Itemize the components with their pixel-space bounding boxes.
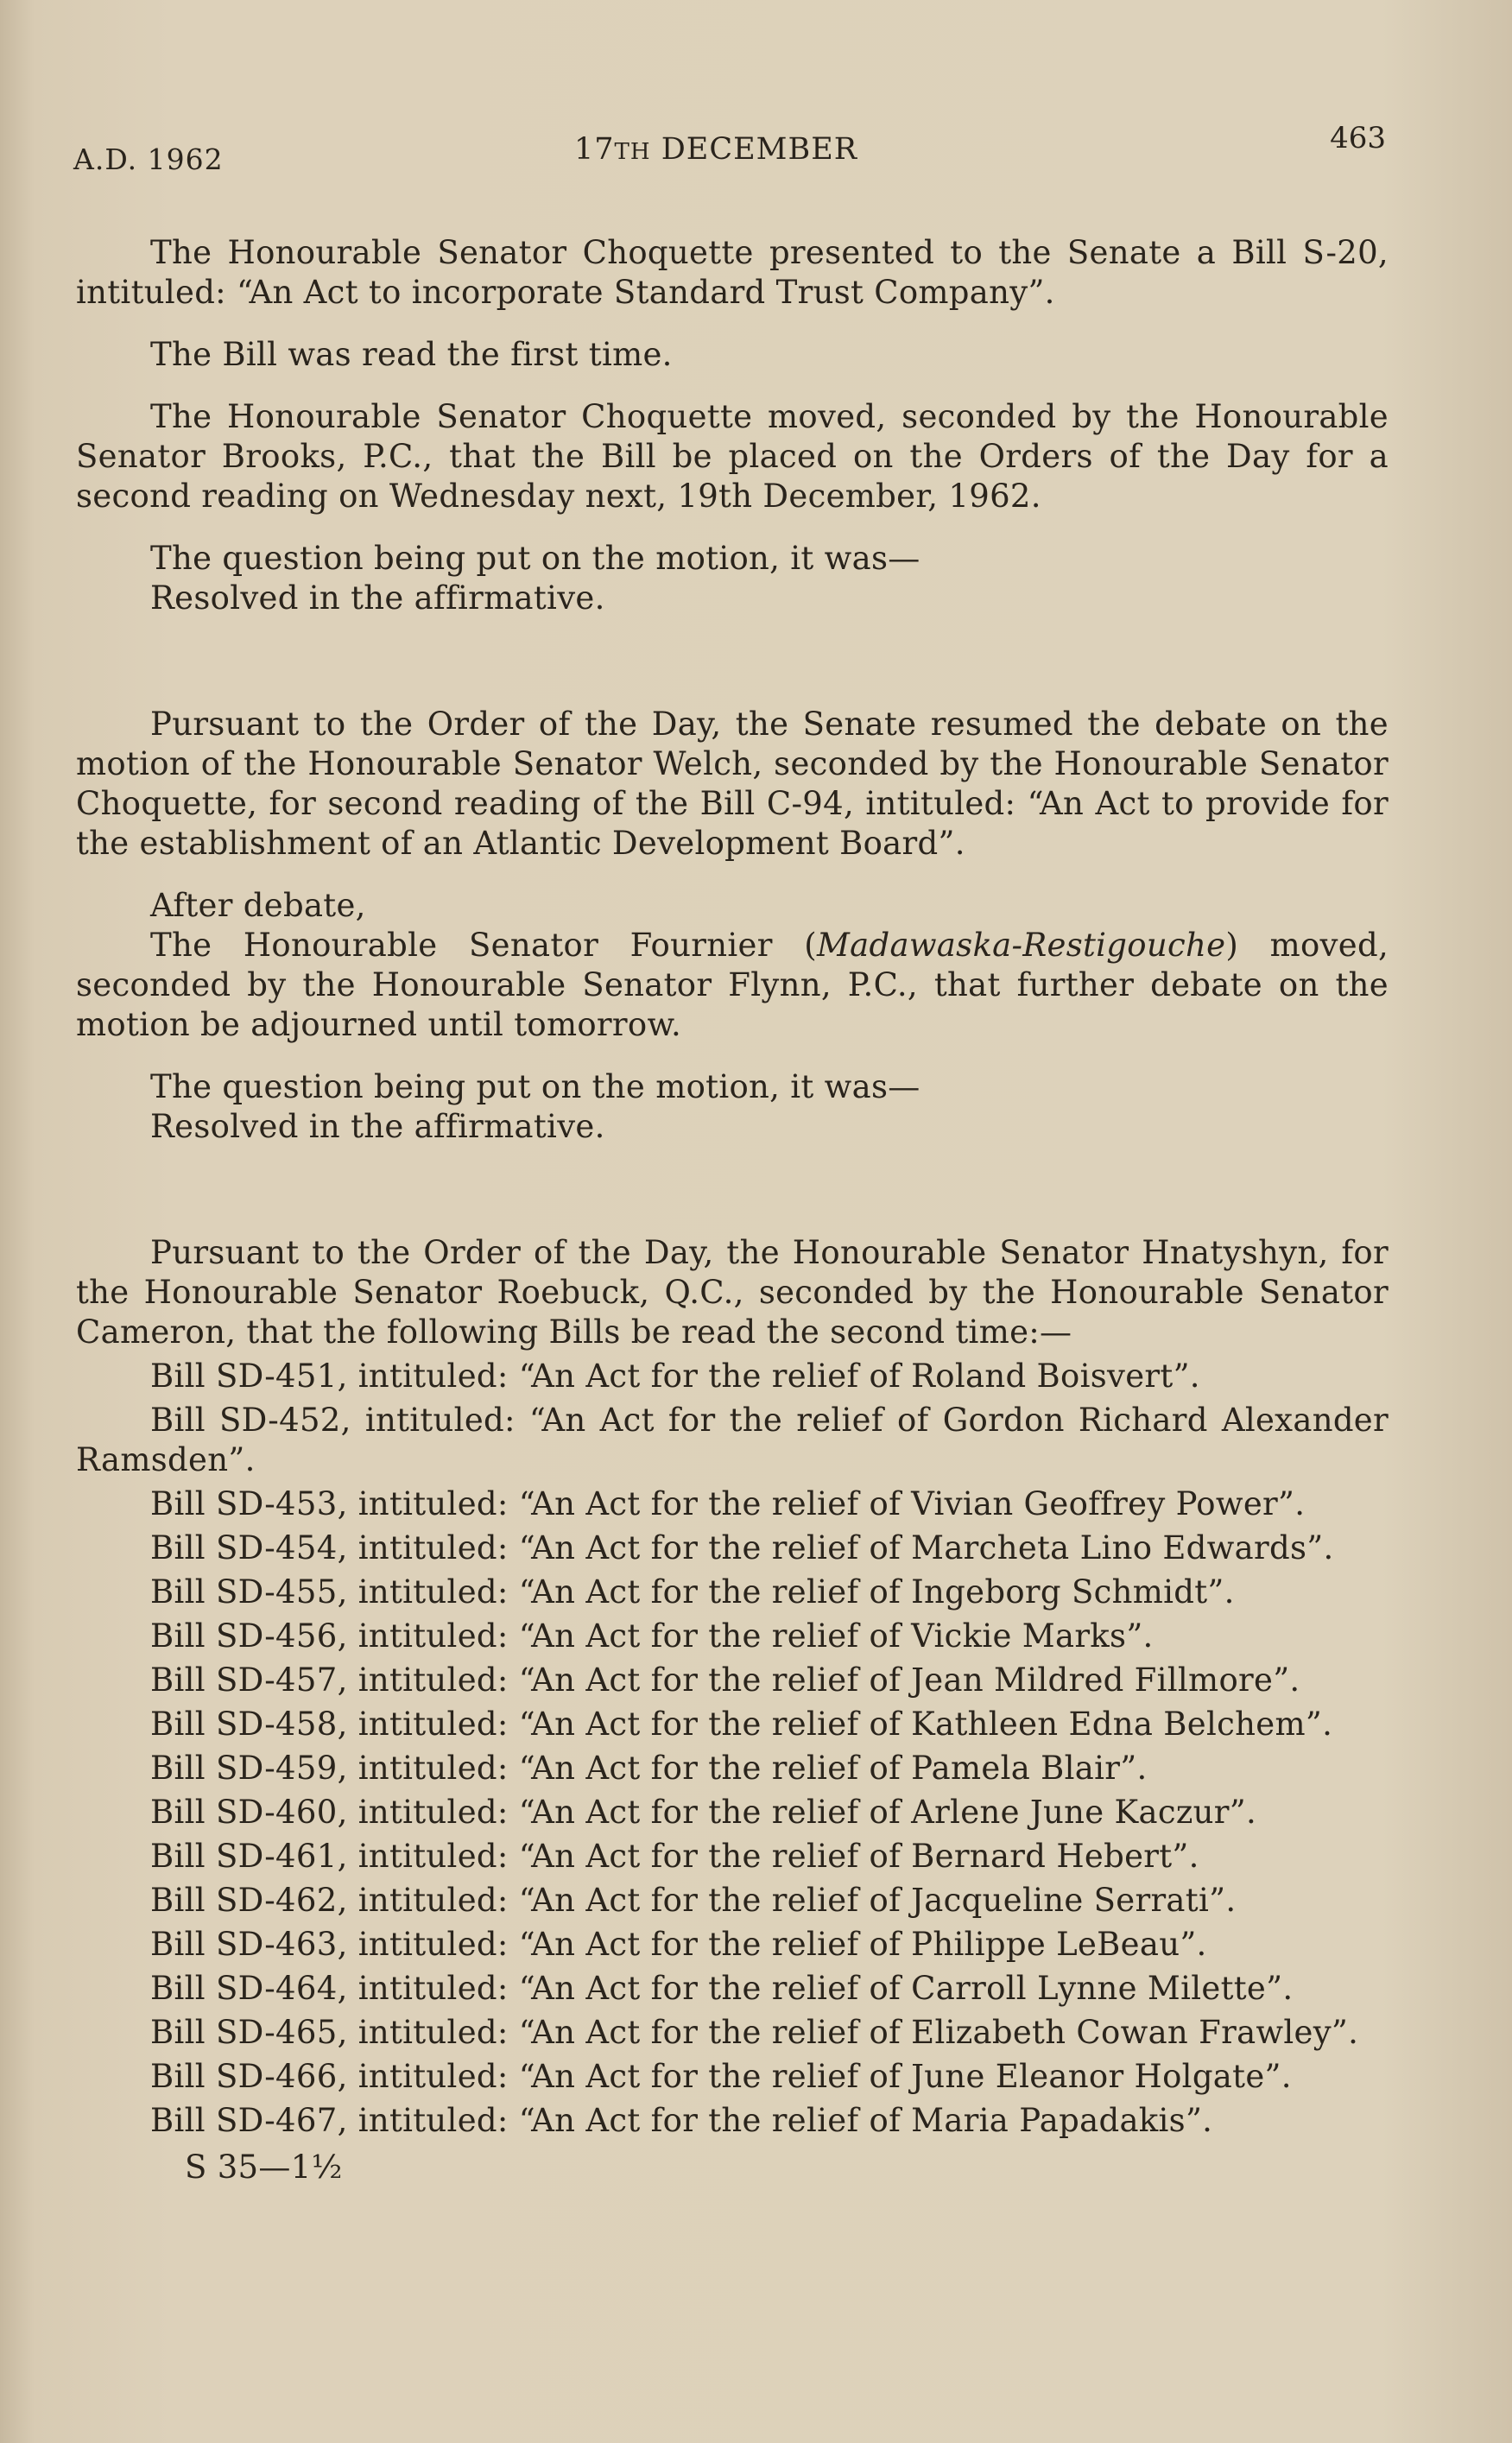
- page-body: [76, 233, 1389, 2187]
- paragraph-motion-second-reading: The Honourable Senator Choquette moved, seconded by the Honourable Senator Brooks, P.C., that the Bill be placed on the Orders of the Day for a second reading on Wednesday next, 19th December, 1962.: [76, 398, 1389, 515]
- paragraph-question-put-2: The question being put on the motion, it was—: [150, 1068, 920, 1105]
- bill-item: Bill SD-465, intituled: “An Act for the relief of Elizabeth Cowan Frawley”.: [150, 2014, 1359, 2051]
- paragraph-resolved-2: Resolved in the affirmative.: [150, 1108, 605, 1145]
- bill-item: Bill SD-452, intituled: “An Act for the relief of Gordon Richard Alexander Ramsden”.: [76, 1402, 1389, 1478]
- adjourn-motion-text-start: The Honourable Senator Fournier (: [150, 927, 817, 964]
- page-header: [73, 121, 1386, 177]
- paragraph-question-put: The question being put on the motion, it was—: [150, 540, 920, 577]
- page-number: 463: [1330, 121, 1386, 155]
- paragraph-bills-second-reading: Pursuant to the Order of the Day, the Honourable Senator Hnatyshyn, for the Honourable Senator Roebuck, Q.C., seconded by the Honourable Senator Cameron, that the following Bills be read the second time:—: [76, 1234, 1389, 1351]
- header-date-month: DECEMBER: [661, 132, 858, 167]
- paragraph-adjourn-motion: [76, 926, 1389, 1045]
- paragraph-resolved: Resolved in the affirmative.: [150, 579, 605, 617]
- riding-name: Madawaska-Restigouche: [816, 927, 1226, 964]
- bill-item: Bill SD-466, intituled: “An Act for the relief of June Eleanor Holgate”.: [150, 2058, 1292, 2095]
- paragraph-debate-resumed: Pursuant to the Order of the Day, the Senate resumed the debate on the motion of the Honourable Senator Welch, seconded by the Honourable Senator Choquette, for second reading of the Bill C-94, intituled: “An Act to provide for the establishment of an Atlantic Development Board”.: [76, 706, 1389, 862]
- bill-item: Bill SD-462, intituled: “An Act for the relief of Jacqueline Serrati”.: [150, 1882, 1237, 1919]
- bill-item: Bill SD-456, intituled: “An Act for the relief of Vickie Marks”.: [150, 1617, 1154, 1655]
- bill-item: Bill SD-458, intituled: “An Act for the relief of Kathleen Edna Belchem”.: [150, 1706, 1333, 1743]
- bill-item: Bill SD-451, intituled: “An Act for the relief of Roland Boisvert”.: [150, 1358, 1200, 1395]
- header-year: A.D. 1962: [73, 142, 224, 176]
- bill-item: Bill SD-461, intituled: “An Act for the relief of Bernard Hebert”.: [150, 1838, 1199, 1875]
- paragraph-bill-s20-presented: The Honourable Senator Choquette presented to the Senate a Bill S-20, intituled: “An Act to incorporate Standard Trust Company”.: [76, 234, 1389, 311]
- header-date-suffix: TH: [614, 139, 651, 165]
- bill-item: Bill SD-457, intituled: “An Act for the relief of Jean Mildred Fillmore”.: [150, 1661, 1300, 1699]
- bill-item: Bill SD-464, intituled: “An Act for the relief of Carroll Lynne Milette”.: [150, 1970, 1294, 2007]
- bill-item: Bill SD-459, intituled: “An Act for the relief of Pamela Blair”.: [150, 1750, 1148, 1787]
- adjourn-motion-text-end: ) moved, seconded by the Honourable Senator Flynn, P.C., that further debate on the motion be adjourned until tomorrow.: [76, 927, 1389, 1043]
- paragraph-after-debate: After debate,: [150, 887, 366, 924]
- bill-item: Bill SD-453, intituled: “An Act for the relief of Vivian Geoffrey Power”.: [150, 1485, 1306, 1522]
- bill-item: Bill SD-467, intituled: “An Act for the relief of Maria Papadakis”.: [150, 2102, 1213, 2139]
- bill-item: Bill SD-454, intituled: “An Act for the relief of Marcheta Lino Edwards”.: [150, 1529, 1334, 1566]
- bill-item: Bill SD-460, intituled: “An Act for the relief of Arlene June Kaczur”.: [150, 1794, 1257, 1831]
- bill-list: [76, 1357, 1389, 2141]
- header-date-day: 17: [574, 132, 615, 167]
- signature-mark: S 35—1½: [185, 2149, 343, 2186]
- header-date: [574, 132, 857, 167]
- bill-item: Bill SD-463, intituled: “An Act for the relief of Philippe LeBeau”.: [150, 1926, 1207, 1963]
- paragraph-first-reading: The Bill was read the first time.: [150, 336, 673, 373]
- bill-item: Bill SD-455, intituled: “An Act for the relief of Ingeborg Schmidt”.: [150, 1573, 1235, 1611]
